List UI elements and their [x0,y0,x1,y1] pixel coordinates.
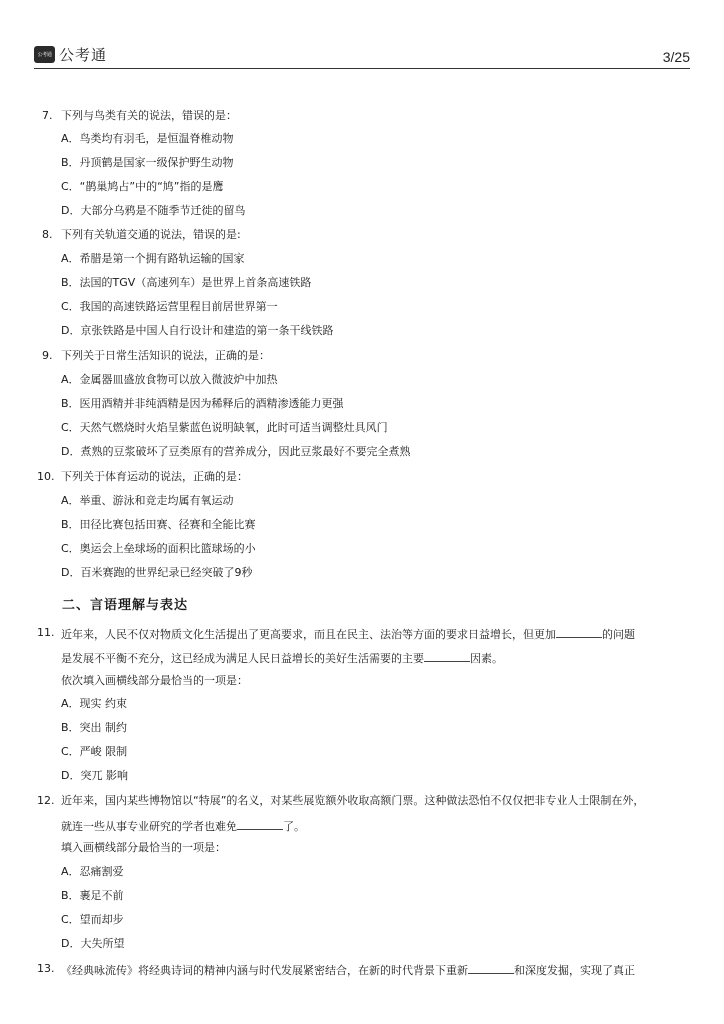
q7-option-c: C．“鹊巢鸠占”中的“鸠”指的是鹰 [61,180,224,193]
q8-stem: 下列有关轨道交通的说法，错误的是: [61,228,241,241]
q12-prompt: 填入画横线部分最恰当的一项是： [61,841,226,854]
q12-stem-line1: 近年来，国内某些博物馆以“特展”的名义，对某些展览额外收取高额门票。这种做法恐怕不仅仅把非专业人士限制在外， [61,794,645,807]
q11-blank-1 [556,626,602,638]
page-header [34,44,690,69]
q8-option-b: B．法国的TGV（高速列车）是世界上首条高速铁路 [61,276,312,289]
q11-stem-line2 [61,650,503,666]
q13-stem-line1-tail: 和深度发掘，实现了真正 [514,964,635,977]
q12-blank [237,818,283,830]
q11-option-a: A．现实 约束 [61,697,128,710]
q12-stem-line2 [61,818,305,834]
q7-option-a: A．鸟类均有羽毛，是恒温脊椎动物 [61,132,234,145]
q10-number: 10. [37,470,55,483]
q9-option-d: D．煮熟的豆浆破坏了豆类原有的营养成分，因此豆浆最好不要完全煮熟 [61,445,411,458]
q8-option-c: C．我国的高速铁路运营里程目前居世界第一 [61,300,278,313]
q12-stem-line2-text: 就连一些从事专业研究的学者也难免 [61,820,237,833]
q11-stem-line2-tail: 因素。 [470,652,503,665]
section-heading: 二、言语理解与表达 [62,598,189,613]
q12-option-d: D．大失所望 [61,937,125,950]
q13-blank [468,962,514,974]
q12-number: 12. [37,794,55,807]
q7-number: 7. [42,109,53,122]
q7-stem: 下列与鸟类有关的说法，错误的是： [61,109,237,122]
q8-option-d: D．京张铁路是中国人自行设计和建造的第一条干线铁路 [61,324,334,337]
logo-badge: 公考通 [34,46,55,63]
page-number: 3/25 [662,49,690,65]
q9-number: 9. [42,349,53,362]
q13-stem-line1-text: 《经典咏流传》将经典诗词的精神内涵与时代发展紧密结合，在新的时代背景下重新 [61,964,468,977]
q12-option-a: A．忍痛割爱 [61,865,124,878]
q11-prompt: 依次填入画横线部分最恰当的一项是： [61,674,248,687]
q12-option-c: C．望而却步 [61,913,124,926]
q10-option-d: D．百米赛跑的世界纪录已经突破了9秒 [61,566,253,579]
q13-stem-line1 [61,962,635,978]
q10-option-c: C．奥运会上垒球场的面积比篮球场的小 [61,542,256,555]
q12-stem-line2-tail: 了。 [283,820,305,833]
q10-stem: 下列关于体育运动的说法，正确的是： [61,470,248,483]
q11-number: 11. [37,626,55,639]
q11-option-b: B．突出 制约 [61,721,128,734]
q9-stem: 下列关于日常生活知识的说法，正确的是： [61,349,270,362]
logo [34,44,107,64]
q11-option-c: C．严峻 限制 [61,745,128,758]
q10-option-a: A．举重、游泳和竞走均属有氧运动 [61,494,234,507]
q9-option-c: C．天然气燃烧时火焰呈紫蓝色说明缺氧，此时可适当调整灶具风门 [61,421,388,434]
q13-number: 13. [37,962,55,975]
q7-option-d: D．大部分乌鸦是不随季节迁徙的留鸟 [61,204,246,217]
q9-option-b: B．医用酒精并非纯酒精是因为稀释后的酒精渗透能力更强 [61,397,344,410]
logo-text: 公考通 [59,45,108,64]
q9-option-a: A．金属器皿盛放食物可以放入微波炉中加热 [61,373,278,386]
q8-number: 8. [42,228,53,241]
q10-option-b: B．田径比赛包括田赛、径赛和全能比赛 [61,518,256,531]
q11-stem-line1 [61,626,635,642]
q7-option-b: B．丹顶鹤是国家一级保护野生动物 [61,156,234,169]
q11-blank-2 [424,650,470,662]
q11-option-d: D．突兀 影响 [61,769,128,782]
q11-stem-line1-text: 近年来，人民不仅对物质文化生活提出了更高要求，而且在民主、法治等方面的要求日益增长，但更加 [61,628,556,641]
q8-option-a: A．希腊是第一个拥有路轨运输的国家 [61,252,245,265]
q11-stem-line1-tail: 的问题 [602,628,635,641]
q11-stem-line2-text: 是发展不平衡不充分，这已经成为满足人民日益增长的美好生活需要的主要 [61,652,424,665]
q12-option-b: B．裹足不前 [61,889,124,902]
